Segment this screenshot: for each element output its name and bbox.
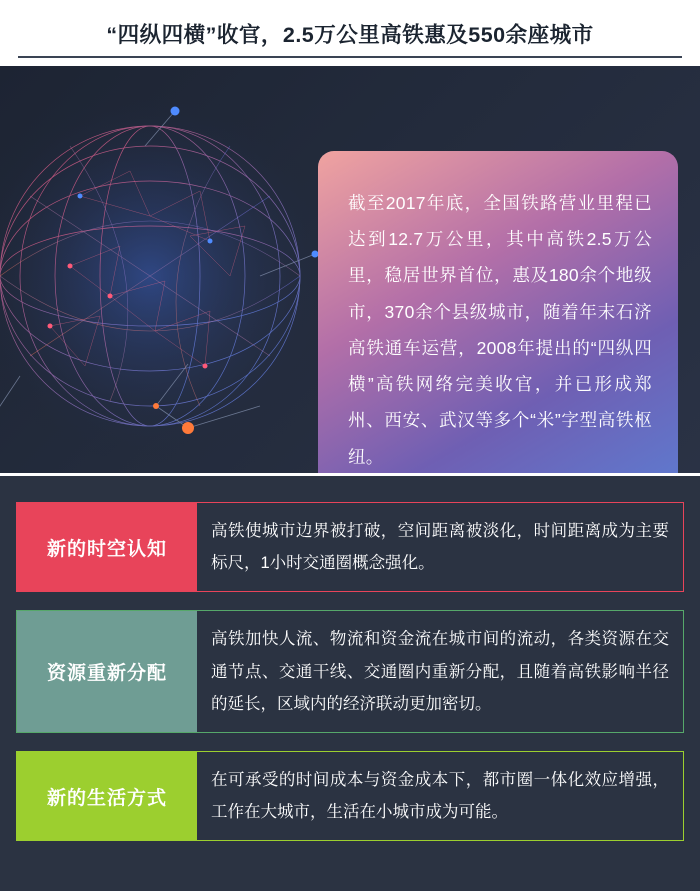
- list-item: [16, 751, 684, 841]
- summary-text: 截至2017年底，全国铁路营业里程已达到12.7万公里，其中高铁2.5万公里，稳居世界首位，惠及180余个地级市，370余个县级城市，随着年末石济高铁通车运营，2008年提出的“四纵四横”高铁网络完美收官，并已形成郑州、西安、武汉等多个“米”字型高铁枢纽。: [348, 193, 652, 467]
- impact-text: 高铁使城市边界被打破，空间距离被淡化，时间距离成为主要标尺，1小时交通圈概念强化。: [211, 522, 669, 573]
- impact-label: 资源重新分配: [17, 611, 197, 732]
- header-bar: [0, 0, 700, 66]
- summary-card: [318, 151, 678, 476]
- page-title: “四纵四横”收官，2.5万公里高铁惠及550余座城市: [106, 22, 594, 47]
- list-item: [16, 610, 684, 733]
- hero-section: [0, 66, 700, 476]
- impact-list: [0, 476, 700, 861]
- impact-label: 新的生活方式: [17, 752, 197, 840]
- list-item: [16, 502, 684, 592]
- impact-text: 在可承受的时间成本与资金成本下，都市圈一体化效应增强，工作在大城市，生活在小城市成为可能。: [211, 770, 669, 822]
- impact-label: 新的时空认知: [17, 503, 197, 591]
- header-divider: [18, 56, 682, 58]
- network-globe-illustration: [0, 76, 360, 476]
- impact-text: 高铁加快人流、物流和资金流在城市间的流动，各类资源在交通节点、交通干线、交通圈内重新分配，且随着高铁影响半径的延长，区域内的经济联动更加密切。: [211, 630, 669, 713]
